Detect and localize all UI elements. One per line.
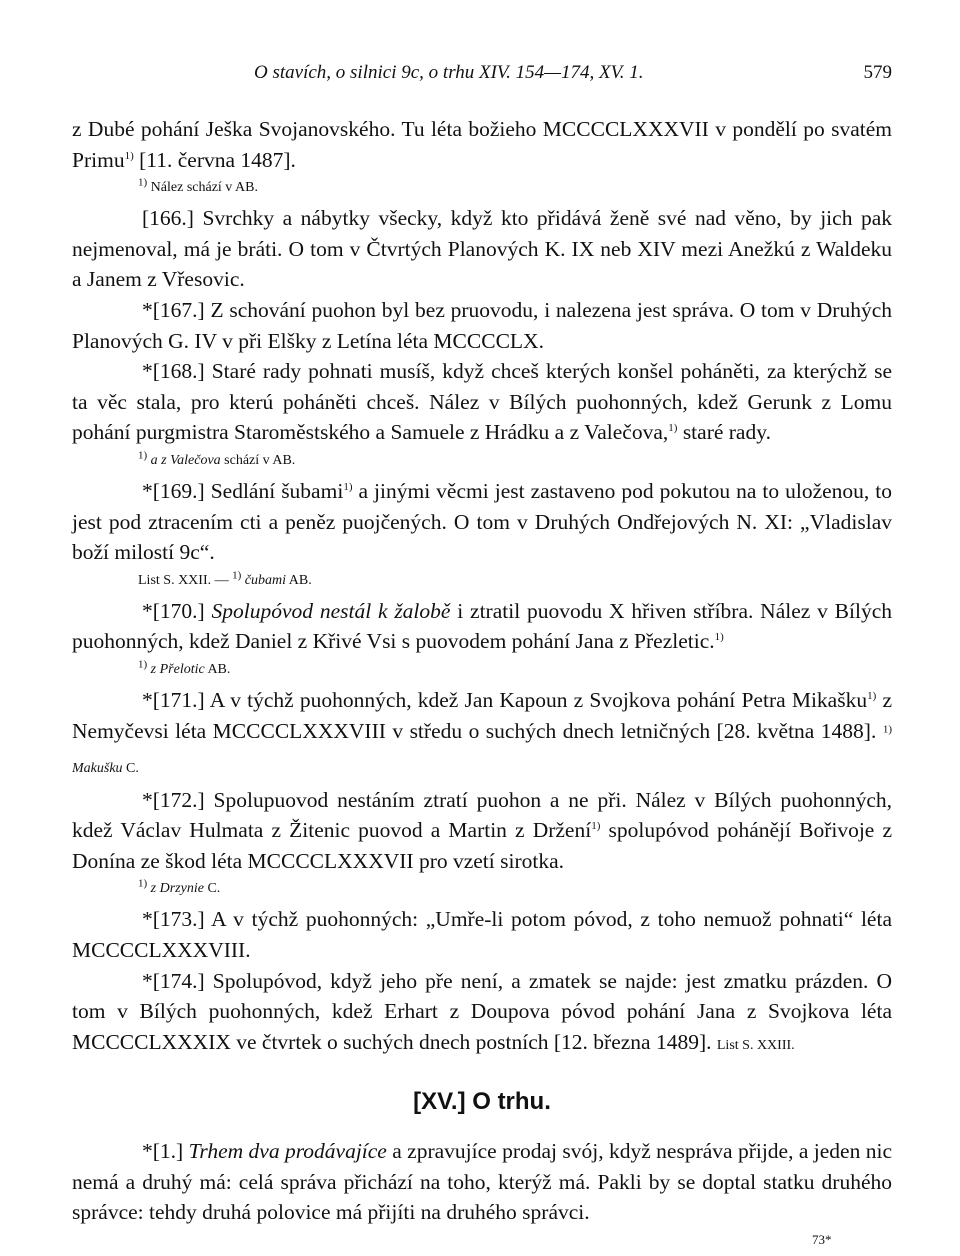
paragraph-continuation: z Dubé pohání Ješka Svojanovského. Tu léta božieho MCCCCLXXXVII v pondělí po svatém Primu$^{1)}$ [11. června 1487]. <box>72 117 892 172</box>
paragraph-166: [166.] Svrchky a nábytky všecky, když kto přidává ženě své nad věno, by jich pak nejmenoval, má je bráti. O tom v Čtvrtých Planových K. IX neb XIV mezi Anežkú z Waldeku a Janem z Vřesovic. <box>72 206 892 292</box>
paragraph-172: *[172.] Spolupuovod nestáním ztratí puohon a ne při. Nález v Bílých puohonných, kdež Václav Hulmata z Žitenic puovod a Martin z Držení$^{1)}$ spolupóvod pohánějí Bořivoje z Donína ze škod léta MCCCCLXXXVII pro vzetí sirotka. <box>72 787 893 873</box>
footnote: $^{1)}$ z Drzynie C. <box>138 877 221 897</box>
footnote: $^{1)}$ Makušku C. <box>72 722 892 777</box>
page-number: 579 <box>863 62 892 83</box>
paragraph-167: *[167.] Z schování puohon byl bez pruovodu, i nalezena jest správa. O tom v Druhých Planových G. IV v při Elšky z Letína léta MCCCCLX. <box>72 297 892 353</box>
footnote: $^{1)}$ a z Valečova schází v AB. <box>138 449 296 468</box>
running-title: O stavích, o silnici 9c, o trhu XIV. 154—174, XV. 1. <box>254 62 644 83</box>
paragraph-170: *[170.] Spolupóvod nestál k žalobě i ztratil puovodu X hřiven stříbra. Nález v Bílých puohonných, kdež Daniel z Křivé Vsi s puovodem pohání Jana z Přezletic.$^{1)}$ <box>72 598 892 654</box>
paragraph-168: *[168.] Staré rady pohnati musíš, když chceš kterých konšel poháněti, za kterýchž se ta věc stala, pro kterú poháněti chceš. Nález v Bílých puohonných, kdež Gerunk z Lomu pohání purgmistra Staroměstského a Samuele z Hrádku a z Valečova,$^{1)}$ staré rady. <box>72 359 892 445</box>
footnote: List S. XXII. — $^{1)}$ čubami AB. <box>138 569 312 588</box>
footnote: $^{1)}$ Nález schází v AB. <box>138 176 258 196</box>
paragraph-xv-1: *[1.] Trhem dva prodávajíce a zpravujíce prodaj svój, když nespráva přijde, a jeden nic nemá a druhý má: celá správa přichází na toho, kterýž má. Pakli by se doptal statku druhého správce: tehdy druhá polovice má přijíti na druhého správci. <box>72 1139 892 1225</box>
paragraph-171: *[171.] A v týchž puohonných, kdež Jan Kapoun z Svojkova pohání Petra Mikašku$^{1)}$ z Nemyčevsi léta MCCCCLXXXVIII v středu o suchých dnech letničných [28. května 1488]. $^{1)}$ Makušku C. <box>72 687 892 777</box>
footnote: $^{1)}$ z Přelotic AB. <box>138 658 231 677</box>
section-heading: [XV.] O trhu. <box>413 1088 551 1116</box>
list-reference: List S. XXIII. <box>716 1037 795 1053</box>
paragraph-174: *[174.] Spolupóvod, když jeho pře není, a zmatek se najde: jest zmatku prázden. O tom v Bílých puohonných, kdež Erhart z Doupova póvod pohání Jana z Svojkova léta MCCCCLXXXIX ve čtvrtek o suchých dnech postních [12. března 1489]. List S. XXIII. <box>72 968 892 1054</box>
paragraph-173: *[173.] A v týchž puohonných: „Umře-li potom póvod, z toho nemuož pohnati“ léta MCCCCLXXXVIII. <box>72 907 892 963</box>
document-page <box>72 58 893 1248</box>
running-header <box>72 58 892 86</box>
paragraph-169: *[169.] Sedlání šubami$^{1)}$ a jinými věcmi jest zastaveno pod pokutou na to uloženou, to jest pod ztracením cti a peněz puojčených. O tom v Druhých Ondřejových N. XI: „Vladislav boží milostí 9c“. <box>72 478 893 565</box>
signature-mark: 73* <box>812 1232 832 1248</box>
